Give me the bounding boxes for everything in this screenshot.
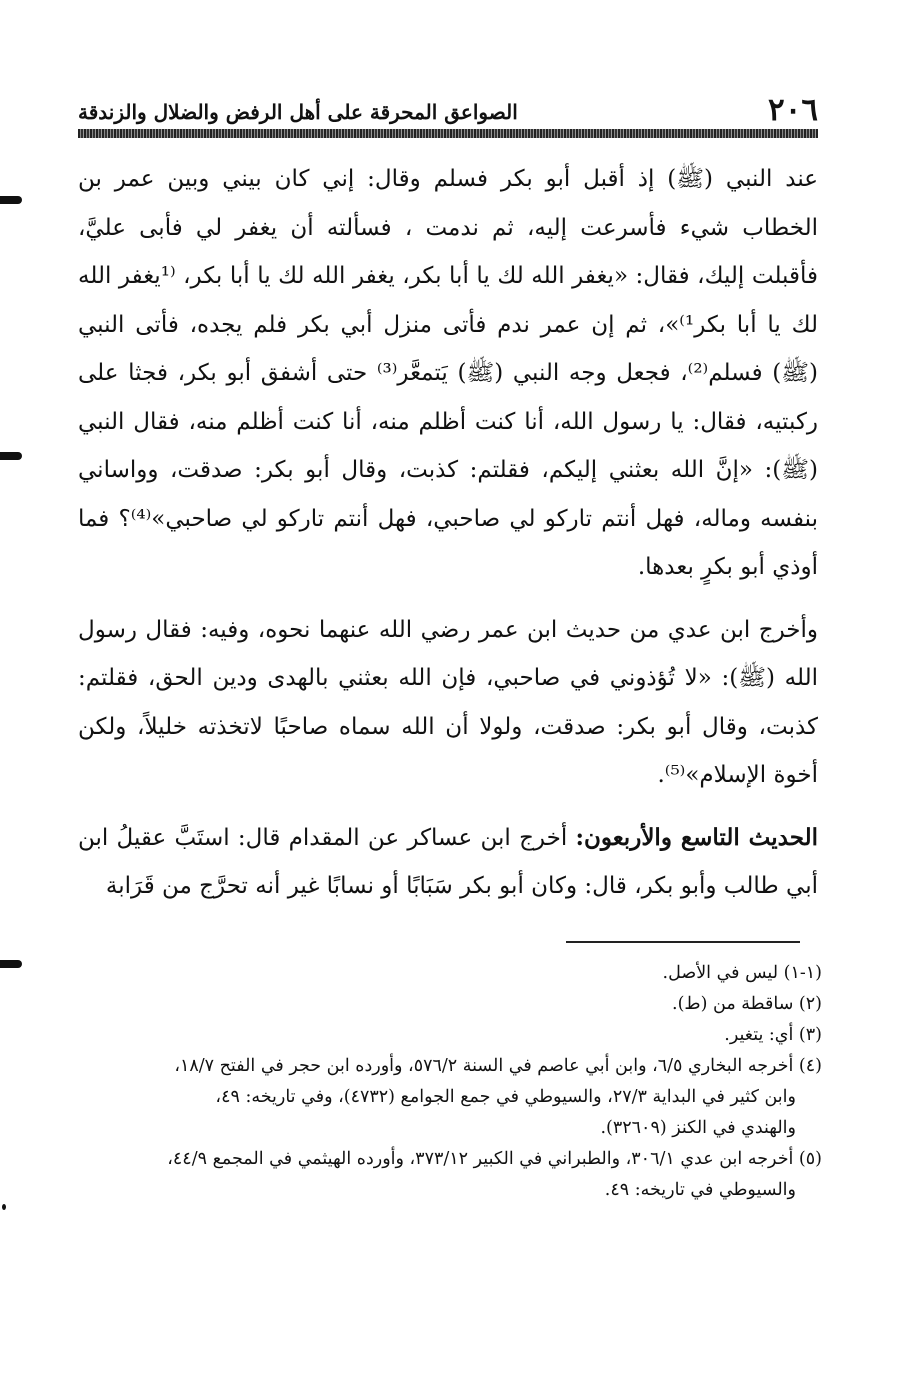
main-text xyxy=(78,155,818,911)
paragraph-3 xyxy=(78,814,818,911)
paragraph-1: عند النبي (ﷺ) إذ أقبل أبو بكر فسلم وقال: إني كان بيني وبين عمر بن الخطاب شيء فأسرعت إليه، ثم ندمت ، فسألته أن يغفر لي فأبى عليَّ، فأقبلت إليك، فقال: «يغفر الله لك يا أبا بكر، يغفر الله لك يا أبا بكر، ⁽¹يغفر الله لك يا أبا بكر¹⁾»، ثم إن عمر ندم فأتى منزل أبي بكر فلم يجده، فأتى النبي (ﷺ) فسلم⁽²⁾، فجعل وجه النبي (ﷺ) يَتمعَّر⁽³⁾ حتى أشفق أبو بكر، فجثا على ركبتيه، فقال: يا رسول الله، أنا كنت أظلم منه، أنا كنت أظلم منه، فقال النبي (ﷺ): «إنَّ الله بعثني إليكم، فقلتم: كذبت، وقال أبو بكر: صدقت، وواساني بنفسه وماله، فهل أنتم تاركو لي صاحبي، فهل أنتم تاركو لي صاحبي»⁽⁴⁾؟ فما أوذي أبو بكرٍ بعدها. xyxy=(78,166,819,580)
paragraph-2: وأخرج ابن عدي من حديث ابن عمر رضي الله عنهما نحوه، وفيه: فقال رسول الله (ﷺ): «لا تُؤذوني في صاحبي، فإن الله بعثني بالهدى ودين الحق، فقلتم: كذبت، وقال أبو بكر: صدقت، ولولا أن الله سماه صاحبًا لاتخذته خليلاً، ولكن أخوة الإسلام»⁽⁵⁾. xyxy=(78,616,818,788)
header-rule xyxy=(78,129,818,138)
footnote-4-line-2: وابن كثير في البداية ٢٧/٣، والسيوطي في جمع الجوامع (٤٧٣٢)، وفي تاريخه: ٤٩، xyxy=(215,1087,796,1107)
footnote-4-line-3: والهندي في الكنز (٣٢٦٠٩). xyxy=(600,1118,796,1138)
footnote-1: (١-١) ليس في الأصل. xyxy=(662,963,822,983)
footnote-5-line-2: والسيوطي في تاريخه: ٤٩. xyxy=(604,1180,796,1200)
margin-mark-top xyxy=(0,196,22,204)
running-title: الصواعق المحرقة على أهل الرفض والضلال والزندقة xyxy=(78,100,518,124)
margin-mark-bottom xyxy=(0,960,22,968)
footnote-separator xyxy=(566,941,800,943)
scan-speck xyxy=(2,1204,6,1210)
footnote-3: (٣) أي: يتغير. xyxy=(724,1025,822,1045)
margin-mark-middle xyxy=(0,452,22,460)
page-header xyxy=(78,86,818,126)
hadith-heading: الحديث التاسع والأربعون: xyxy=(575,823,818,851)
hadith-text: أخرج ابن عساكر عن المقدام قال: استَبَّ عقيلُ ابن أبي طالب وأبو بكر، قال: وكان أبو بكر سَبَابًا أو نسابًا غير أنه تحرَّج من قَرَابة xyxy=(78,824,818,899)
footnote-4-line-1: (٤) أخرجه البخاري ٦/٥، وابن أبي عاصم في السنة ٥٧٦/٢، وأورده ابن حجر في الفتح ١٨/٧، xyxy=(174,1056,822,1076)
footnote-2: (٢) ساقطة من (ط). xyxy=(672,994,822,1014)
page-number: ٢٠٦ xyxy=(768,92,818,128)
footnote-5-line-1: (٥) أخرجه ابن عدي ٣٠٦/١، والطبراني في الكبير ٣٧٣/١٢، وأورده الهيثمي في المجمع ٤٤/٩، xyxy=(167,1149,822,1169)
footnotes xyxy=(70,958,822,1206)
